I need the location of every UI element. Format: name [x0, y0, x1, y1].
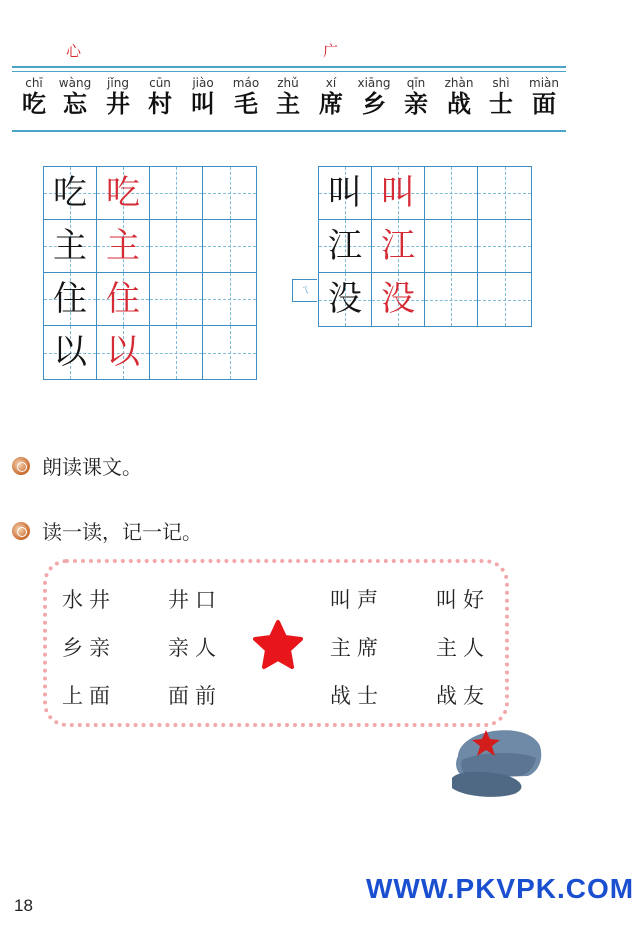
pinyin: shì	[492, 76, 510, 90]
hanzi: 战	[447, 89, 471, 118]
grid-cell[interactable]	[150, 167, 203, 220]
word: 主席	[330, 636, 384, 660]
hanzi: 毛	[234, 89, 258, 118]
grid-cell	[319, 220, 372, 273]
grid-cell[interactable]	[150, 326, 203, 379]
grid-cell	[319, 273, 372, 326]
page-number: 18	[14, 896, 33, 915]
bullet-icon	[12, 522, 30, 540]
hanzi: 主	[276, 89, 300, 118]
trace-char: 住	[106, 279, 140, 319]
vocab-item	[96, 76, 140, 118]
grid-cell	[97, 273, 150, 326]
model-char: 住	[53, 279, 87, 319]
hanzi: 吃	[22, 89, 46, 118]
vocab-item	[352, 76, 396, 118]
model-char: 吃	[53, 173, 87, 213]
grid-cell	[97, 167, 150, 220]
vocab-item	[12, 76, 56, 118]
word: 叫声	[330, 588, 384, 612]
vocab-item	[53, 76, 97, 118]
word: 战友	[436, 684, 490, 708]
vocab-band	[12, 66, 566, 132]
pinyin: zhàn	[444, 76, 474, 90]
trace-char: 以	[106, 332, 140, 372]
hanzi: 叫	[191, 89, 215, 118]
word: 上面	[62, 684, 116, 708]
vocab-item	[138, 76, 182, 118]
grid-cell	[372, 220, 425, 273]
pinyin: xí	[325, 76, 337, 90]
model-char: 主	[53, 226, 87, 266]
pinyin: xiāng	[357, 76, 391, 90]
stroke-hint: ㄟ	[292, 279, 317, 302]
section-label: 朗读课文。	[42, 455, 142, 479]
hanzi: 席	[319, 89, 343, 118]
grid-cell[interactable]	[478, 167, 531, 220]
vocab-item	[224, 76, 268, 118]
grid-cell	[44, 220, 97, 273]
pinyin: chī	[25, 76, 43, 90]
hanzi: 忘	[63, 89, 87, 118]
pinyin: jǐng	[107, 76, 129, 90]
writing-grid-left	[43, 166, 257, 380]
vocab-item	[181, 76, 225, 118]
trace-char: 没	[381, 279, 415, 319]
grid-cell[interactable]	[150, 273, 203, 326]
vocab-item	[266, 76, 310, 118]
grid-cell[interactable]	[425, 273, 478, 326]
hanzi: 面	[532, 89, 556, 118]
trace-char: 江	[381, 226, 415, 266]
hanzi: 亲	[404, 89, 428, 118]
model-char: 江	[328, 226, 362, 266]
grid-cell	[44, 273, 97, 326]
grid-cell[interactable]	[478, 220, 531, 273]
hanzi: 乡	[362, 89, 386, 118]
grid-cell	[372, 273, 425, 326]
watermark: WWW.PKVPK.COM	[366, 873, 635, 904]
word: 水井	[62, 588, 116, 612]
grid-cell[interactable]	[425, 220, 478, 273]
pinyin: máo	[232, 76, 260, 90]
word: 面前	[168, 684, 222, 708]
hanzi: 井	[106, 89, 130, 118]
word: 叫好	[436, 588, 490, 612]
radical-xin: 心	[66, 42, 82, 60]
vocab-item	[309, 76, 353, 118]
grid-cell[interactable]	[203, 273, 256, 326]
trace-char: 吃	[106, 173, 140, 213]
pinyin: miàn	[529, 76, 559, 90]
hanzi: 士	[489, 89, 513, 118]
hanzi: 村	[148, 89, 172, 118]
vocab-item	[522, 76, 566, 118]
word: 乡亲	[62, 636, 116, 660]
grid-cell	[319, 167, 372, 220]
writing-grid-right	[318, 166, 532, 327]
section-read-aloud	[12, 451, 142, 480]
grid-cell	[97, 220, 150, 273]
section-label: 读一读，记一记。	[42, 520, 202, 544]
grid-cell	[44, 167, 97, 220]
grid-cell[interactable]	[425, 167, 478, 220]
grid-cell[interactable]	[203, 220, 256, 273]
word: 井口	[168, 588, 222, 612]
red-star-icon	[252, 619, 304, 671]
pinyin: jiào	[192, 76, 214, 90]
model-char: 叫	[328, 173, 362, 213]
pinyin: cūn	[149, 76, 171, 90]
word: 主人	[436, 636, 490, 660]
grid-cell	[372, 167, 425, 220]
vocab-item	[394, 76, 438, 118]
word: 战士	[330, 684, 384, 708]
grid-cell[interactable]	[203, 326, 256, 379]
grid-cell[interactable]	[150, 220, 203, 273]
pinyin: wàng	[58, 76, 92, 90]
radical-guang: 广	[323, 42, 339, 60]
section-read-remember	[12, 516, 202, 545]
grid-cell[interactable]	[203, 167, 256, 220]
grid-cell	[44, 326, 97, 379]
word: 亲人	[168, 636, 222, 660]
vocab-item	[437, 76, 481, 118]
bullet-icon	[12, 457, 30, 475]
grid-cell[interactable]	[478, 273, 531, 326]
vocab-item	[479, 76, 523, 118]
trace-char: 主	[106, 226, 140, 266]
pinyin: qīn	[406, 76, 426, 90]
grid-cell	[97, 326, 150, 379]
trace-char: 叫	[381, 173, 415, 213]
army-cap-icon	[448, 716, 546, 800]
pinyin: zhǔ	[277, 76, 299, 90]
model-char: 没	[328, 279, 362, 319]
model-char: 以	[53, 332, 87, 372]
